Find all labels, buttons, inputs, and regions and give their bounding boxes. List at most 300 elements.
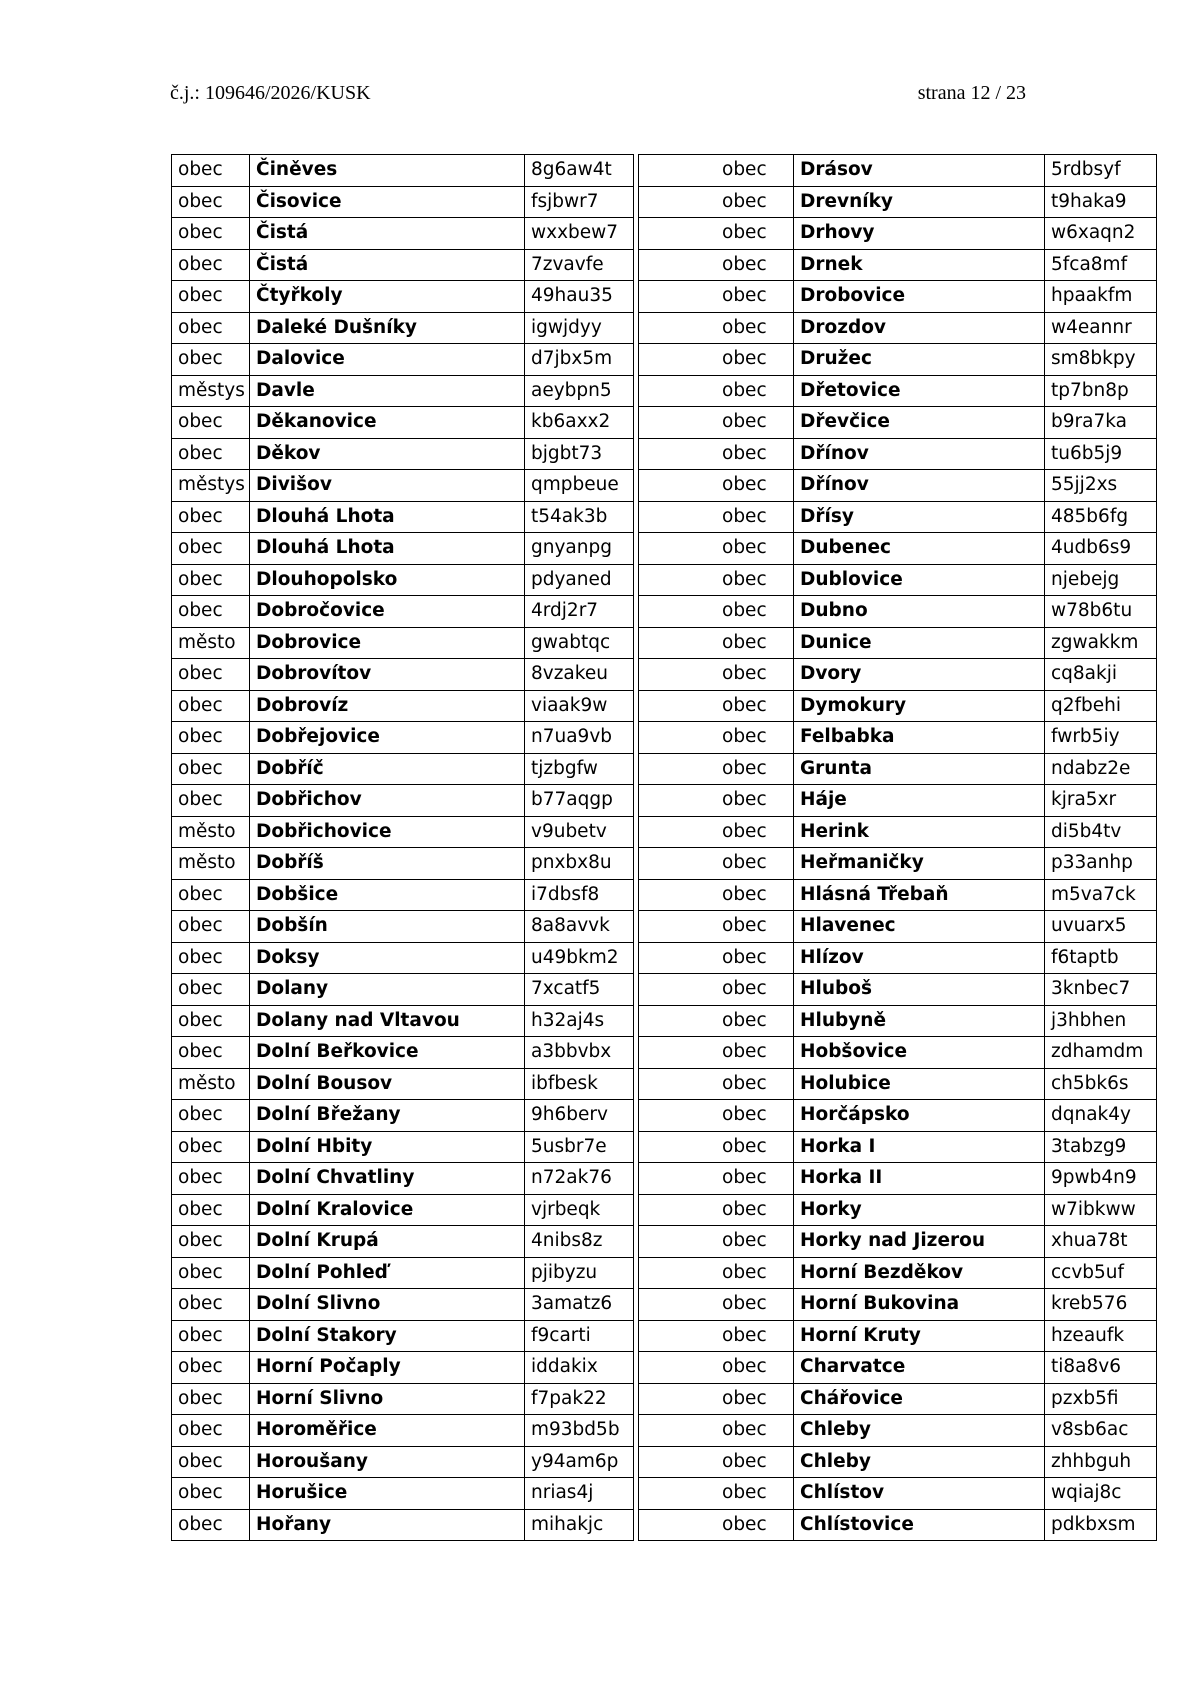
municipality-name: Horní Bezděkov bbox=[794, 1257, 1045, 1289]
table-row bbox=[172, 1131, 1157, 1163]
municipality-type: městys bbox=[172, 375, 250, 407]
municipality-name: Dobšín bbox=[250, 911, 525, 943]
page-number: strana 12 / 23 bbox=[917, 82, 1026, 104]
data-box-id: 8g6aw4t bbox=[525, 155, 634, 187]
municipality-name: Dobrovíz bbox=[250, 690, 525, 722]
table-row bbox=[172, 249, 1157, 281]
data-box-id: b77aqgp bbox=[525, 785, 634, 817]
data-box-id: tp7bn8p bbox=[1045, 375, 1157, 407]
municipality-type: obec bbox=[639, 312, 794, 344]
municipality-type: obec bbox=[172, 911, 250, 943]
municipality-type: obec bbox=[172, 596, 250, 628]
data-box-id: xhua78t bbox=[1045, 1226, 1157, 1258]
data-box-id: igwjdyy bbox=[525, 312, 634, 344]
municipality-name: Čistá bbox=[250, 249, 525, 281]
table-row bbox=[172, 1415, 1157, 1447]
data-box-id: 7zvavfe bbox=[525, 249, 634, 281]
data-box-id: fsjbwr7 bbox=[525, 186, 634, 218]
municipality-name: Dřínov bbox=[794, 438, 1045, 470]
table-row bbox=[172, 407, 1157, 439]
data-box-id: 8vzakeu bbox=[525, 659, 634, 691]
municipality-name: Chlístovice bbox=[794, 1509, 1045, 1541]
municipality-type: obec bbox=[172, 155, 250, 187]
table-row bbox=[172, 1163, 1157, 1195]
municipality-type: obec bbox=[639, 1478, 794, 1510]
table-row bbox=[172, 564, 1157, 596]
municipality-type: obec bbox=[172, 722, 250, 754]
data-box-id: 5rdbsyf bbox=[1045, 155, 1157, 187]
table-row bbox=[172, 659, 1157, 691]
municipality-type: obec bbox=[639, 501, 794, 533]
municipality-name: Dubno bbox=[794, 596, 1045, 628]
data-box-id: n7ua9vb bbox=[525, 722, 634, 754]
table-row bbox=[172, 533, 1157, 565]
municipality-name: Hlavenec bbox=[794, 911, 1045, 943]
municipality-name: Heřmaničky bbox=[794, 848, 1045, 880]
municipality-type: obec bbox=[172, 1100, 250, 1132]
municipality-type: obec bbox=[172, 1415, 250, 1447]
municipality-type: obec bbox=[172, 186, 250, 218]
page-header bbox=[170, 82, 1026, 108]
table-row bbox=[172, 596, 1157, 628]
table-row bbox=[172, 942, 1157, 974]
data-box-id: 8a8avvk bbox=[525, 911, 634, 943]
data-box-id: zhhbguh bbox=[1045, 1446, 1157, 1478]
municipality-name: Drásov bbox=[794, 155, 1045, 187]
municipality-name: Dobšice bbox=[250, 879, 525, 911]
municipality-name: Dobřichov bbox=[250, 785, 525, 817]
data-box-id: m5va7ck bbox=[1045, 879, 1157, 911]
data-box-id: bjgbt73 bbox=[525, 438, 634, 470]
table-row bbox=[172, 974, 1157, 1006]
municipality-type: obec bbox=[639, 186, 794, 218]
data-box-id: tjzbgfw bbox=[525, 753, 634, 785]
table-row bbox=[172, 722, 1157, 754]
municipality-type: obec bbox=[639, 596, 794, 628]
municipality-name: Herink bbox=[794, 816, 1045, 848]
data-box-id: ccvb5uf bbox=[1045, 1257, 1157, 1289]
table-row bbox=[172, 627, 1157, 659]
table-row bbox=[172, 1037, 1157, 1069]
municipality-type: obec bbox=[172, 344, 250, 376]
table-row bbox=[172, 1226, 1157, 1258]
municipality-name: Horka I bbox=[794, 1131, 1045, 1163]
municipality-name: Chlístov bbox=[794, 1478, 1045, 1510]
municipality-type: obec bbox=[639, 1194, 794, 1226]
table-row bbox=[172, 375, 1157, 407]
municipality-name: Dřetovice bbox=[794, 375, 1045, 407]
data-box-id: u49bkm2 bbox=[525, 942, 634, 974]
data-box-id: 9h6berv bbox=[525, 1100, 634, 1132]
municipality-name: Horky bbox=[794, 1194, 1045, 1226]
municipality-type: obec bbox=[172, 690, 250, 722]
data-box-id: kb6axx2 bbox=[525, 407, 634, 439]
municipality-name: Dolní Břežany bbox=[250, 1100, 525, 1132]
municipality-name: Dunice bbox=[794, 627, 1045, 659]
data-box-id: gwabtqc bbox=[525, 627, 634, 659]
data-box-id: t9haka9 bbox=[1045, 186, 1157, 218]
data-box-id: vjrbeqk bbox=[525, 1194, 634, 1226]
municipality-type: obec bbox=[172, 659, 250, 691]
municipality-type: obec bbox=[639, 470, 794, 502]
municipality-name: Dolní Slivno bbox=[250, 1289, 525, 1321]
municipality-name: Dolní Stakory bbox=[250, 1320, 525, 1352]
municipality-name: Hlásná Třebaň bbox=[794, 879, 1045, 911]
table-row bbox=[172, 501, 1157, 533]
data-box-id: f7pak22 bbox=[525, 1383, 634, 1415]
municipality-name: Dolní Hbity bbox=[250, 1131, 525, 1163]
municipality-type: obec bbox=[639, 533, 794, 565]
municipality-name: Dolní Kralovice bbox=[250, 1194, 525, 1226]
table-row bbox=[172, 186, 1157, 218]
municipality-type: obec bbox=[172, 1257, 250, 1289]
municipality-table bbox=[171, 154, 1157, 1541]
data-box-id: ch5bk6s bbox=[1045, 1068, 1157, 1100]
data-box-id: kreb576 bbox=[1045, 1289, 1157, 1321]
municipality-name: Dobříš bbox=[250, 848, 525, 880]
municipality-type: obec bbox=[639, 627, 794, 659]
municipality-name: Dobřejovice bbox=[250, 722, 525, 754]
municipality-name: Drevníky bbox=[794, 186, 1045, 218]
data-box-id: di5b4tv bbox=[1045, 816, 1157, 848]
data-box-id: nrias4j bbox=[525, 1478, 634, 1510]
municipality-type: obec bbox=[172, 281, 250, 313]
data-box-id: 55jj2xs bbox=[1045, 470, 1157, 502]
municipality-name: Chářovice bbox=[794, 1383, 1045, 1415]
data-box-id: pjibyzu bbox=[525, 1257, 634, 1289]
data-box-id: a3bbvbx bbox=[525, 1037, 634, 1069]
data-box-id: 9pwb4n9 bbox=[1045, 1163, 1157, 1195]
municipality-table-body bbox=[172, 155, 1157, 1541]
municipality-name: Holubice bbox=[794, 1068, 1045, 1100]
table-row bbox=[172, 753, 1157, 785]
municipality-type: obec bbox=[639, 659, 794, 691]
data-box-id: pdkbxsm bbox=[1045, 1509, 1157, 1541]
table-row bbox=[172, 470, 1157, 502]
data-box-id: n72ak76 bbox=[525, 1163, 634, 1195]
municipality-name: Dobříč bbox=[250, 753, 525, 785]
municipality-type: obec bbox=[172, 1131, 250, 1163]
data-box-id: njebejg bbox=[1045, 564, 1157, 596]
municipality-type: obec bbox=[639, 816, 794, 848]
municipality-name: Dobročovice bbox=[250, 596, 525, 628]
municipality-name: Dolní Beřkovice bbox=[250, 1037, 525, 1069]
data-box-id: 3knbec7 bbox=[1045, 974, 1157, 1006]
municipality-type: obec bbox=[639, 1383, 794, 1415]
municipality-name: Hlubyně bbox=[794, 1005, 1045, 1037]
data-box-id: j3hbhen bbox=[1045, 1005, 1157, 1037]
data-box-id: 49hau35 bbox=[525, 281, 634, 313]
municipality-type: obec bbox=[639, 218, 794, 250]
municipality-type: obec bbox=[639, 1446, 794, 1478]
data-box-id: w4eannr bbox=[1045, 312, 1157, 344]
data-box-id: f6taptb bbox=[1045, 942, 1157, 974]
data-box-id: wxxbew7 bbox=[525, 218, 634, 250]
municipality-name: Horoměřice bbox=[250, 1415, 525, 1447]
municipality-type: obec bbox=[172, 1478, 250, 1510]
municipality-name: Drozdov bbox=[794, 312, 1045, 344]
municipality-type: obec bbox=[639, 753, 794, 785]
data-box-id: wqiaj8c bbox=[1045, 1478, 1157, 1510]
municipality-name: Děkanovice bbox=[250, 407, 525, 439]
municipality-name: Dlouhá Lhota bbox=[250, 533, 525, 565]
municipality-type: obec bbox=[172, 1383, 250, 1415]
municipality-name: Družec bbox=[794, 344, 1045, 376]
municipality-type: obec bbox=[639, 1257, 794, 1289]
municipality-type: obec bbox=[639, 1068, 794, 1100]
table-row bbox=[172, 281, 1157, 313]
municipality-name: Čisovice bbox=[250, 186, 525, 218]
municipality-name: Felbabka bbox=[794, 722, 1045, 754]
data-box-id: y94am6p bbox=[525, 1446, 634, 1478]
data-box-id: w7ibkww bbox=[1045, 1194, 1157, 1226]
data-box-id: v8sb6ac bbox=[1045, 1415, 1157, 1447]
municipality-type: obec bbox=[172, 533, 250, 565]
data-box-id: ti8a8v6 bbox=[1045, 1352, 1157, 1384]
municipality-type: obec bbox=[639, 344, 794, 376]
municipality-name: Horčápsko bbox=[794, 1100, 1045, 1132]
data-box-id: v9ubetv bbox=[525, 816, 634, 848]
municipality-type: obec bbox=[639, 911, 794, 943]
data-box-id: hzeaufk bbox=[1045, 1320, 1157, 1352]
data-box-id: 3tabzg9 bbox=[1045, 1131, 1157, 1163]
data-box-id: dqnak4y bbox=[1045, 1100, 1157, 1132]
municipality-name: Horoušany bbox=[250, 1446, 525, 1478]
municipality-name: Činěves bbox=[250, 155, 525, 187]
data-box-id: f9carti bbox=[525, 1320, 634, 1352]
municipality-type: obec bbox=[639, 564, 794, 596]
municipality-name: Horky nad Jizerou bbox=[794, 1226, 1045, 1258]
data-box-id: p33anhp bbox=[1045, 848, 1157, 880]
municipality-name: Horní Bukovina bbox=[794, 1289, 1045, 1321]
table-row bbox=[172, 1478, 1157, 1510]
municipality-type: obec bbox=[639, 438, 794, 470]
data-box-id: 3amatz6 bbox=[525, 1289, 634, 1321]
table-row bbox=[172, 1383, 1157, 1415]
data-box-id: w6xaqn2 bbox=[1045, 218, 1157, 250]
municipality-type: obec bbox=[639, 974, 794, 1006]
data-box-id: aeybpn5 bbox=[525, 375, 634, 407]
data-box-id: pzxb5fi bbox=[1045, 1383, 1157, 1415]
data-box-id: sm8bkpy bbox=[1045, 344, 1157, 376]
data-box-id: h32aj4s bbox=[525, 1005, 634, 1037]
municipality-type: obec bbox=[639, 1320, 794, 1352]
municipality-name: Chleby bbox=[794, 1446, 1045, 1478]
data-box-id: viaak9w bbox=[525, 690, 634, 722]
municipality-name: Děkov bbox=[250, 438, 525, 470]
municipality-type: město bbox=[172, 848, 250, 880]
municipality-name: Dolany bbox=[250, 974, 525, 1006]
municipality-name: Horka II bbox=[794, 1163, 1045, 1195]
municipality-type: obec bbox=[172, 1446, 250, 1478]
municipality-name: Čistá bbox=[250, 218, 525, 250]
municipality-type: obec bbox=[639, 785, 794, 817]
data-box-id: zgwakkm bbox=[1045, 627, 1157, 659]
table-row bbox=[172, 155, 1157, 187]
municipality-type: obec bbox=[639, 1509, 794, 1541]
municipality-type: obec bbox=[639, 1163, 794, 1195]
municipality-name: Dymokury bbox=[794, 690, 1045, 722]
municipality-name: Dublovice bbox=[794, 564, 1045, 596]
data-box-id: i7dbsf8 bbox=[525, 879, 634, 911]
municipality-type: obec bbox=[172, 249, 250, 281]
data-box-id: m93bd5b bbox=[525, 1415, 634, 1447]
table-row bbox=[172, 1257, 1157, 1289]
municipality-type: obec bbox=[639, 281, 794, 313]
municipality-name: Čtyřkoly bbox=[250, 281, 525, 313]
table-row bbox=[172, 1320, 1157, 1352]
municipality-type: obec bbox=[172, 564, 250, 596]
data-box-id: t54ak3b bbox=[525, 501, 634, 533]
table-row bbox=[172, 312, 1157, 344]
municipality-type: obec bbox=[172, 407, 250, 439]
municipality-name: Dřínov bbox=[794, 470, 1045, 502]
municipality-name: Drhovy bbox=[794, 218, 1045, 250]
data-box-id: zdhamdm bbox=[1045, 1037, 1157, 1069]
data-box-id: 7xcatf5 bbox=[525, 974, 634, 1006]
table-row bbox=[172, 911, 1157, 943]
table-row bbox=[172, 690, 1157, 722]
municipality-type: obec bbox=[639, 375, 794, 407]
data-box-id: hpaakfm bbox=[1045, 281, 1157, 313]
municipality-type: obec bbox=[172, 1352, 250, 1384]
table-row bbox=[172, 879, 1157, 911]
document-reference-number: č.j.: 109646/2026/KUSK bbox=[170, 82, 371, 104]
municipality-type: obec bbox=[639, 1415, 794, 1447]
municipality-type: obec bbox=[172, 1509, 250, 1541]
municipality-type: obec bbox=[172, 1037, 250, 1069]
municipality-type: obec bbox=[172, 312, 250, 344]
data-box-id: tu6b5j9 bbox=[1045, 438, 1157, 470]
municipality-type: obec bbox=[639, 155, 794, 187]
municipality-name: Horní Slivno bbox=[250, 1383, 525, 1415]
municipality-name: Dalovice bbox=[250, 344, 525, 376]
municipality-type: město bbox=[172, 816, 250, 848]
municipality-type: obec bbox=[639, 1131, 794, 1163]
data-box-id: b9ra7ka bbox=[1045, 407, 1157, 439]
municipality-type: obec bbox=[172, 1320, 250, 1352]
municipality-type: obec bbox=[639, 1100, 794, 1132]
municipality-type: obec bbox=[172, 1289, 250, 1321]
municipality-name: Dobřichovice bbox=[250, 816, 525, 848]
table-row bbox=[172, 785, 1157, 817]
municipality-type: obec bbox=[639, 1226, 794, 1258]
table-row bbox=[172, 816, 1157, 848]
municipality-type: obec bbox=[172, 1005, 250, 1037]
municipality-type: obec bbox=[172, 438, 250, 470]
municipality-name: Dlouhopolsko bbox=[250, 564, 525, 596]
municipality-type: městys bbox=[172, 470, 250, 502]
data-box-id: mihakjc bbox=[525, 1509, 634, 1541]
municipality-type: obec bbox=[172, 879, 250, 911]
municipality-type: obec bbox=[639, 1289, 794, 1321]
municipality-type: obec bbox=[639, 249, 794, 281]
municipality-type: obec bbox=[172, 1226, 250, 1258]
data-box-id: gnyanpg bbox=[525, 533, 634, 565]
data-box-id: 4udb6s9 bbox=[1045, 533, 1157, 565]
municipality-name: Dřevčice bbox=[794, 407, 1045, 439]
municipality-name: Dubenec bbox=[794, 533, 1045, 565]
data-box-id: pdyaned bbox=[525, 564, 634, 596]
data-box-id: 4rdj2r7 bbox=[525, 596, 634, 628]
municipality-name: Doksy bbox=[250, 942, 525, 974]
table-row bbox=[172, 848, 1157, 880]
municipality-name: Horušice bbox=[250, 1478, 525, 1510]
table-row bbox=[172, 1509, 1157, 1541]
data-box-id: 485b6fg bbox=[1045, 501, 1157, 533]
municipality-type: obec bbox=[172, 753, 250, 785]
table-row bbox=[172, 1100, 1157, 1132]
municipality-name: Daleké Dušníky bbox=[250, 312, 525, 344]
table-row bbox=[172, 1068, 1157, 1100]
municipality-type: město bbox=[172, 627, 250, 659]
table-row bbox=[172, 1289, 1157, 1321]
data-box-id: pnxbx8u bbox=[525, 848, 634, 880]
data-box-id: fwrb5iy bbox=[1045, 722, 1157, 754]
municipality-name: Drobovice bbox=[794, 281, 1045, 313]
municipality-name: Dlouhá Lhota bbox=[250, 501, 525, 533]
municipality-type: obec bbox=[639, 848, 794, 880]
municipality-name: Dvory bbox=[794, 659, 1045, 691]
municipality-name: Hořany bbox=[250, 1509, 525, 1541]
data-box-id: iddakix bbox=[525, 1352, 634, 1384]
municipality-name: Dolní Chvatliny bbox=[250, 1163, 525, 1195]
table-row bbox=[172, 1005, 1157, 1037]
data-box-id: d7jbx5m bbox=[525, 344, 634, 376]
table-row bbox=[172, 1446, 1157, 1478]
table-row bbox=[172, 438, 1157, 470]
municipality-name: Dolní Pohleď bbox=[250, 1257, 525, 1289]
data-box-id: uvuarx5 bbox=[1045, 911, 1157, 943]
municipality-type: obec bbox=[639, 722, 794, 754]
municipality-type: obec bbox=[172, 501, 250, 533]
municipality-type: obec bbox=[639, 1037, 794, 1069]
data-box-id: 4nibs8z bbox=[525, 1226, 634, 1258]
municipality-name: Chleby bbox=[794, 1415, 1045, 1447]
data-box-id: cq8akji bbox=[1045, 659, 1157, 691]
municipality-type: obec bbox=[172, 942, 250, 974]
municipality-type: obec bbox=[172, 1163, 250, 1195]
municipality-name: Dolní Bousov bbox=[250, 1068, 525, 1100]
municipality-name: Charvatce bbox=[794, 1352, 1045, 1384]
data-box-id: q2fbehi bbox=[1045, 690, 1157, 722]
municipality-type: obec bbox=[172, 218, 250, 250]
table-row bbox=[172, 344, 1157, 376]
municipality-type: obec bbox=[639, 407, 794, 439]
municipality-name: Dobrovice bbox=[250, 627, 525, 659]
municipality-type: obec bbox=[172, 1194, 250, 1226]
municipality-name: Dolní Krupá bbox=[250, 1226, 525, 1258]
municipality-type: obec bbox=[639, 942, 794, 974]
municipality-name: Horní Počaply bbox=[250, 1352, 525, 1384]
municipality-name: Háje bbox=[794, 785, 1045, 817]
table-row bbox=[172, 1352, 1157, 1384]
municipality-type: obec bbox=[639, 879, 794, 911]
table-row bbox=[172, 218, 1157, 250]
data-box-id: 5fca8mf bbox=[1045, 249, 1157, 281]
municipality-name: Divišov bbox=[250, 470, 525, 502]
municipality-type: obec bbox=[172, 974, 250, 1006]
data-box-id: ibfbesk bbox=[525, 1068, 634, 1100]
municipality-name: Horní Kruty bbox=[794, 1320, 1045, 1352]
municipality-name: Grunta bbox=[794, 753, 1045, 785]
table-row bbox=[172, 1194, 1157, 1226]
municipality-type: obec bbox=[639, 1352, 794, 1384]
municipality-name: Hluboš bbox=[794, 974, 1045, 1006]
municipality-name: Davle bbox=[250, 375, 525, 407]
data-box-id: 5usbr7e bbox=[525, 1131, 634, 1163]
data-box-id: qmpbeue bbox=[525, 470, 634, 502]
